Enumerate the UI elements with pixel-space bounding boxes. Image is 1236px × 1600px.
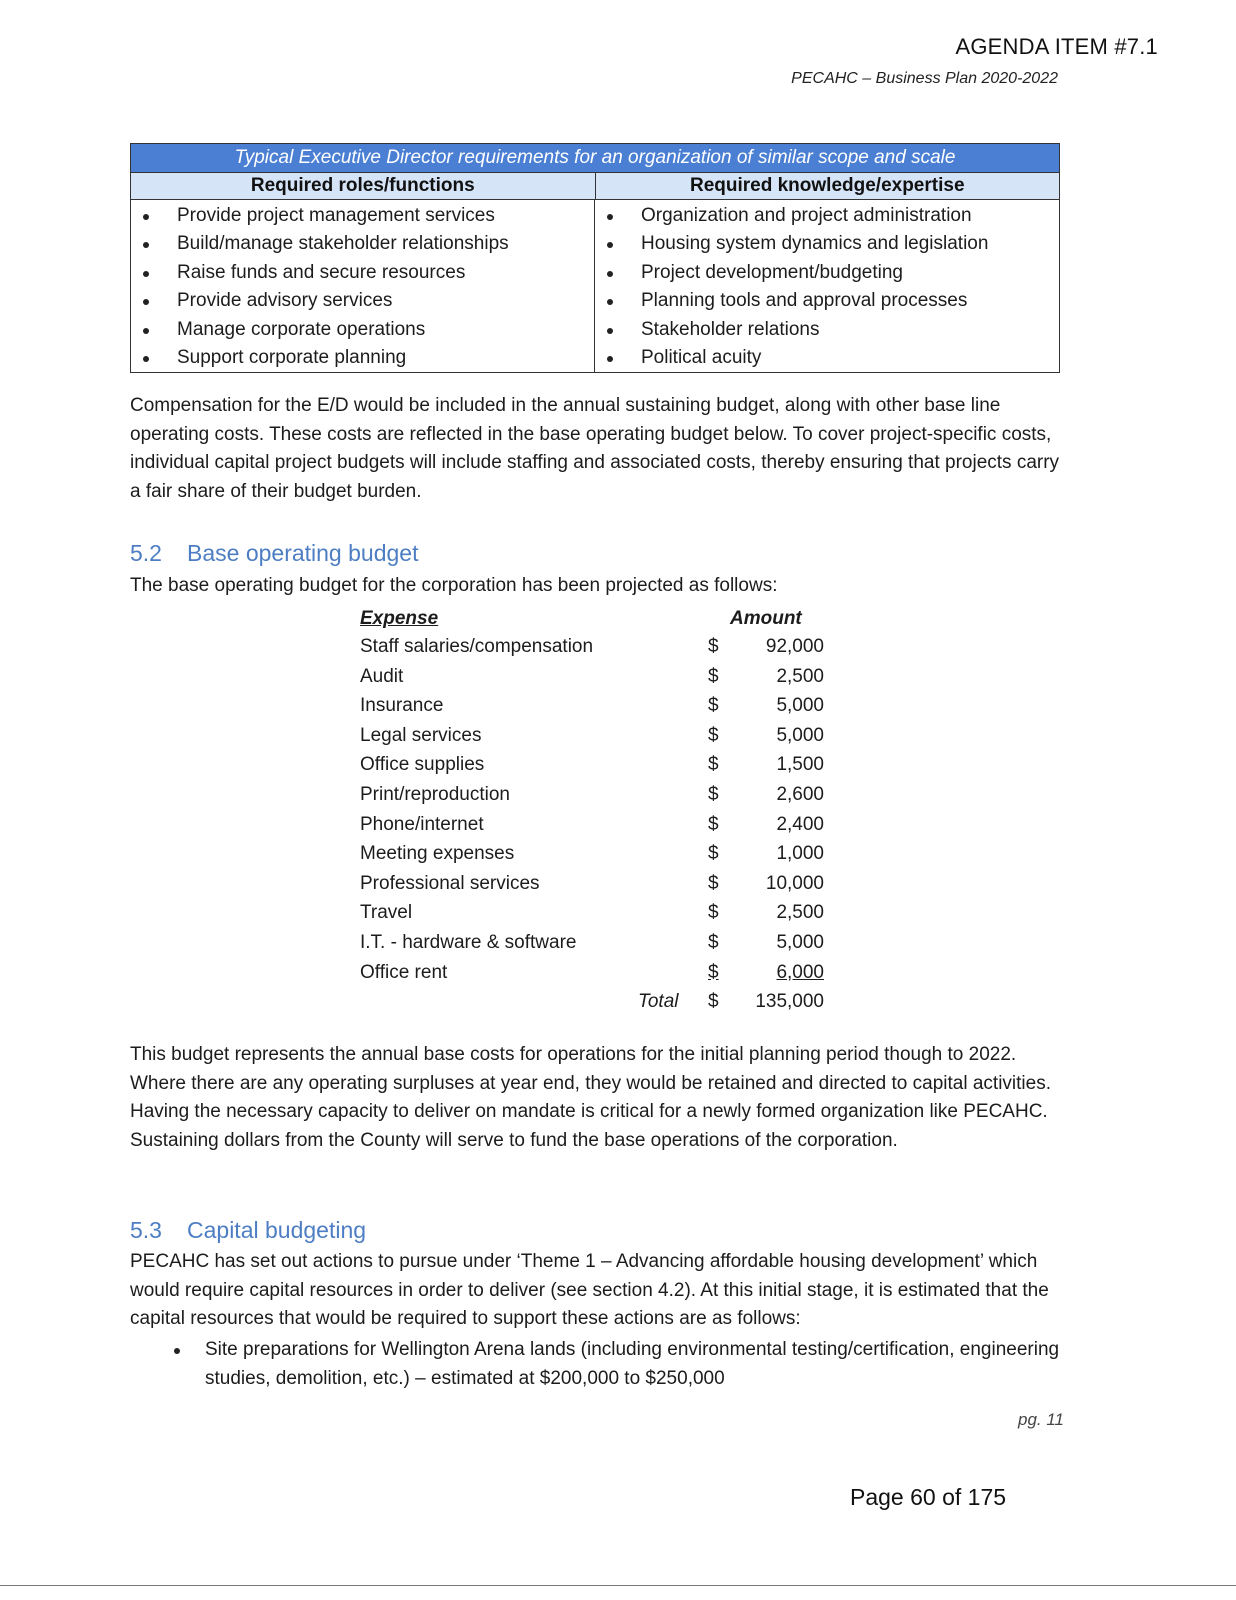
bottom-divider (0, 1585, 1236, 1586)
expense-amount: 5,000 (776, 724, 824, 746)
budget-row (360, 928, 830, 958)
expense-amount: 2,500 (776, 665, 824, 687)
expense-label: Professional services (360, 872, 540, 894)
expense-amount: 2,400 (776, 813, 824, 835)
currency-symbol: $ (708, 872, 719, 894)
expense-label: Insurance (360, 695, 444, 717)
currency-symbol: $ (708, 665, 719, 687)
total-label: Total (638, 991, 679, 1013)
expense-label: Office supplies (360, 754, 485, 776)
expense-amount: 92,000 (765, 636, 824, 657)
agenda-item-label: AGENDA ITEM #7.1 (955, 34, 1158, 59)
list-item: Project development/budgeting (595, 259, 1059, 287)
budget-row (360, 810, 830, 840)
currency-symbol: $ (708, 724, 719, 746)
expense-amount: 1,500 (776, 754, 824, 776)
budget-row (360, 898, 830, 928)
expense-label: Print/reproduction (360, 783, 510, 805)
budget-header-row (360, 606, 830, 632)
currency-symbol: $ (708, 813, 719, 835)
expense-amount: 10,000 (765, 872, 824, 894)
page-number: pg. 11 (1017, 1410, 1064, 1429)
table-header-row (131, 173, 1059, 200)
budget-row (360, 780, 830, 810)
budget-row (360, 750, 830, 780)
expense-label: Staff salaries/compensation (360, 636, 594, 657)
currency-symbol: $ (708, 902, 719, 924)
expense-label: Legal services (360, 724, 482, 746)
total-amount: 135,000 (755, 991, 824, 1013)
expense-header: Expense (360, 608, 439, 629)
list-item: Build/manage stakeholder relationships (131, 230, 594, 258)
budget-row (360, 839, 830, 869)
budget-total-row (360, 987, 830, 1017)
list-item: Political acuity (595, 344, 1059, 372)
budget-row (360, 721, 830, 751)
section-heading-5-3 (130, 1217, 366, 1244)
list-item: Manage corporate operations (131, 316, 594, 344)
currency-symbol: $ (708, 754, 719, 776)
list-item: Stakeholder relations (595, 316, 1059, 344)
currency-symbol: $ (708, 991, 719, 1013)
column-header-knowledge: Required knowledge/expertise (689, 175, 965, 196)
budget-explanation-paragraph: This budget represents the annual base costs for operations for the initial planning period though to 2022. Where there are any operating surpluses at year end, they would be retained and directed to capital activities. Having the necessary capacity to deliver on mandate is critical for a newly formed organization like PECAHC. Sustaining dollars from the County will serve to fund the base operations of the corporation. (130, 1044, 1051, 1152)
expense-label: I.T. - hardware & software (360, 931, 577, 953)
operating-budget-table (360, 606, 830, 1017)
expense-amount: 6,000 (776, 961, 824, 983)
expense-amount: 2,500 (776, 902, 824, 924)
column-header-roles: Required roles/functions (131, 173, 596, 199)
section-number: 5.3 (130, 1217, 162, 1243)
executive-director-requirements-table (130, 143, 1060, 373)
list-item: Planning tools and approval processes (595, 287, 1059, 315)
list-item: Housing system dynamics and legislation (595, 230, 1059, 258)
document-subtitle: PECAHC – Business Plan 2020-2022 (791, 70, 1058, 87)
expense-label: Office rent (360, 961, 448, 983)
budget-row (360, 691, 830, 721)
section-number: 5.2 (130, 540, 162, 566)
section-heading-5-2 (130, 540, 418, 567)
currency-symbol: $ (708, 636, 719, 657)
capital-bullet-item: Site preparations for Wellington Arena lands (including environmental testing/certification, engineering studies, demolition, etc.) – estimated at $200,000 to $250,000 (205, 1336, 1065, 1393)
currency-symbol: $ (708, 931, 719, 953)
table-body (131, 200, 1059, 372)
section-title: Base operating budget (187, 540, 419, 566)
list-item: Provide project management services (131, 202, 594, 230)
expense-amount: 5,000 (776, 695, 824, 717)
list-item: Raise funds and secure resources (131, 259, 594, 287)
list-item: Organization and project administration (595, 202, 1059, 230)
knowledge-column (595, 200, 1059, 372)
capital-budget-paragraph: PECAHC has set out actions to pursue under ‘Theme 1 – Advancing affordable housing development’ which would require capital resources in order to deliver (see section 4.2). At this initial stage, it is estimated that the capital resources that would be required to support these actions are as follows: (130, 1251, 1049, 1330)
budget-row (360, 869, 830, 899)
expense-label: Phone/internet (360, 813, 484, 835)
currency-symbol: $ (708, 695, 719, 717)
expense-label: Audit (360, 665, 404, 687)
budget-row (360, 662, 830, 692)
expense-amount: 5,000 (776, 931, 824, 953)
table-title: Typical Executive Director requirements for an organization of similar scope and scale (131, 144, 1059, 173)
currency-symbol: $ (708, 843, 719, 865)
currency-symbol: $ (708, 783, 719, 805)
amount-header: Amount (730, 608, 802, 629)
budget-row (360, 958, 830, 988)
expense-label: Travel (360, 902, 413, 924)
list-item: Support corporate planning (131, 344, 594, 372)
roles-column (131, 200, 595, 372)
expense-label: Meeting expenses (360, 843, 515, 865)
currency-symbol: $ (708, 961, 719, 983)
compensation-paragraph: Compensation for the E/D would be included in the annual sustaining budget, along with other base line operating costs. These costs are reflected in the base operating budget below. To cover project-specific costs, individual capital project budgets will include staffing and associated costs, thereby ensuring that projects carry a fair share of their budget burden. (130, 395, 1060, 503)
section-title: Capital budgeting (187, 1217, 367, 1243)
list-item: Provide advisory services (131, 287, 594, 315)
expense-amount: 2,600 (776, 783, 824, 805)
page-of-total: Page 60 of 175 (850, 1484, 1007, 1510)
budget-row (360, 632, 830, 662)
expense-amount: 1,000 (776, 843, 824, 865)
budget-intro: The base operating budget for the corporation has been projected as follows: (130, 575, 778, 596)
